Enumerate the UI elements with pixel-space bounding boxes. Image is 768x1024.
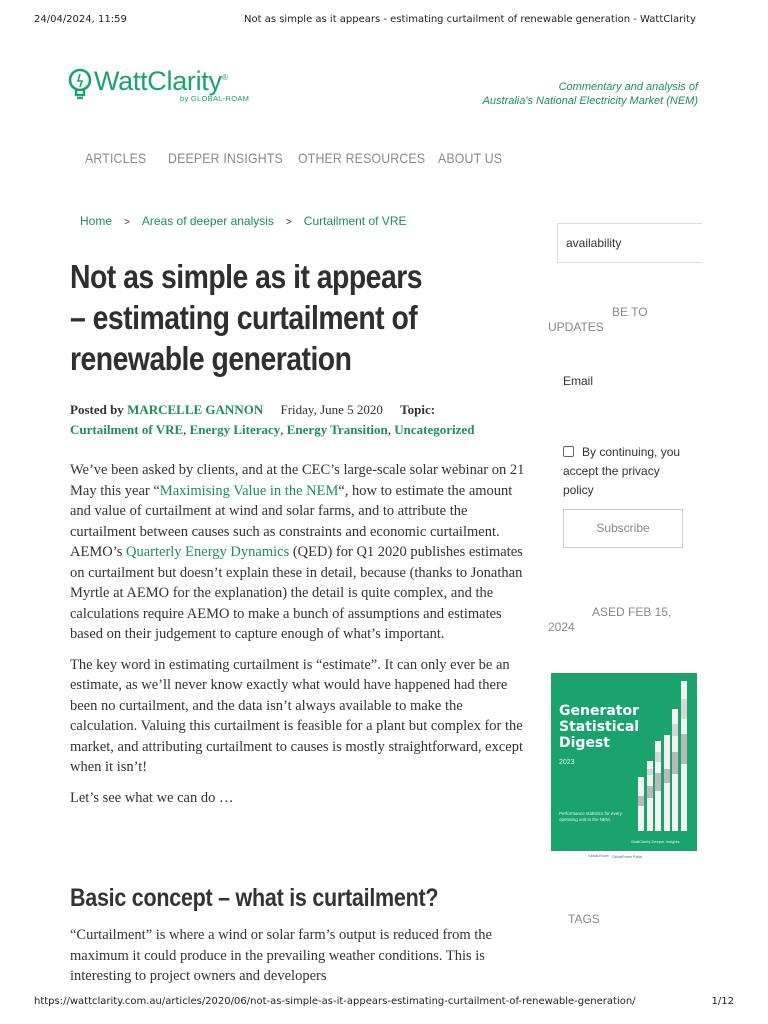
posted-by-label: Posted by — [70, 402, 124, 417]
topic-link[interactable]: Uncategorized — [394, 422, 475, 437]
topic-link[interactable]: Energy Literacy — [189, 422, 281, 437]
print-page-title: Not as simple as it appears - estimating curtailment of renewable generation - WattClarity — [244, 14, 696, 25]
lightbulb-icon — [68, 68, 92, 102]
brand-byline: by GLOBAL-ROAM — [180, 94, 250, 103]
breadcrumb-areas[interactable]: Areas of deeper analysis — [141, 214, 274, 228]
author-link[interactable]: MARCELLE GANNON — [127, 402, 264, 417]
breadcrumb — [80, 214, 406, 228]
gsd-cover-bar — [681, 681, 687, 831]
post-date: Friday, June 5 2020 — [280, 402, 383, 417]
print-url: https://wattclarity.com.au/articles/2020/06/not-as-simple-as-it-appears-estimating-curtailment-of-renewable-generation/ — [34, 996, 636, 1007]
paragraph: We’ve been asked by clients, and at the CEC’s large-scale solar webinar on 21 May this year “Maximising Value in the NEM“, how to estimate the amount and value of curtailment at wind and solar farms, and to attribute the curtailment between causes such as constraints and economic curtailment. AEMO’s Quarterly Energy Dynamics (QED) for Q1 2020 publishes estimates on curtailment but doesn’t explain these in detail, because (thanks to Jonathan Myrtle at AEMO for the explanation) the detail is quite complex, and the calculations require AEMO to make a bunch of assumptions and estimates based on their judgement to capture enough of what’s important. — [70, 462, 525, 642]
section-heading: Basic concept – what is curtailment? — [70, 884, 439, 912]
nav-other-resources[interactable]: OTHER RESOURCES — [298, 150, 426, 166]
topic-link[interactable]: Energy Transition — [286, 422, 388, 437]
article-meta: Posted by MARCELLE GANNON Friday, June 5 2020 Topic: Curtailment of VRE, Energy Literacy, Energy Transition, Uncategorized — [70, 402, 475, 437]
breadcrumb-home[interactable]: Home — [80, 214, 113, 228]
wattclarity-logo[interactable] — [68, 68, 268, 108]
paragraph: “Curtailment” is where a wind or solar farm’s output is reduced from the maximum it could produce in the prevailing weather conditions. This is interesting to project owners and developers — [70, 927, 492, 984]
topic-label: Topic: — [400, 402, 436, 417]
topic-link[interactable]: Curtailment of VRE — [70, 422, 184, 437]
paragraph: Let’s see what we can do … — [70, 789, 234, 806]
site-tagline: Commentary and analysis of Australia's National Electricity Market (NEM) — [482, 81, 698, 107]
nav-deeper-insights[interactable]: DEEPER INSIGHTS — [168, 150, 283, 166]
gsd-cover-bar — [664, 735, 670, 831]
maximising-value-link[interactable]: Maximising Value in the NEM — [159, 482, 339, 499]
print-page-number: 1/12 — [711, 996, 734, 1007]
qed-link[interactable]: Quarterly Energy Dynamics — [126, 544, 290, 560]
brand-name: WattClarity® — [94, 66, 228, 96]
consent-checkbox[interactable] — [563, 446, 574, 457]
nav-about-us[interactable]: ABOUT US — [438, 150, 503, 166]
article-body — [70, 460, 532, 818]
consent-text: By continuing, you accept the privacy policy — [563, 445, 681, 497]
nav-articles[interactable]: ARTICLES — [85, 150, 147, 166]
article-title: Not as simple as it appears – estimating curtailment of renewable generation — [70, 258, 423, 377]
gsd-year: 2023 — [559, 759, 575, 766]
gsd-title: Generator Statistical Digest — [559, 703, 640, 751]
consent-row — [563, 443, 693, 500]
gsd-publisher-logos: Global-Roam GlobalPower Portal — [588, 854, 643, 859]
breadcrumb-curtailment[interactable]: Curtailment of VRE — [303, 214, 407, 228]
tags-heading: TAGS — [568, 912, 600, 926]
search-input[interactable]: availability — [557, 223, 702, 263]
print-footer — [34, 996, 734, 1010]
email-label: Email — [563, 374, 594, 388]
generator-statistical-digest-cover[interactable] — [551, 673, 697, 851]
paragraph: The key word in estimating curtailment is “estimate”. It can only ever be an estimate, as we’ll never know exactly what would have happened had there been no curtailment, and the data isn’t always available to make the calculation. Valuing this curtailment is feasible for a plant but complex for the market, and attributing curtailment to causes is mostly straightforward, except when it isn’t! — [70, 656, 523, 775]
gsd-cover-bar — [672, 709, 678, 831]
gsd-cover-bar — [655, 741, 661, 831]
print-header — [34, 14, 734, 28]
gsd-subtitle: Performance statistics for every operating unit in the NEM. — [559, 811, 623, 822]
breadcrumb-separator: > — [285, 217, 292, 228]
gsd-footer: WattClarity Deeper Insights — [631, 839, 680, 844]
gsd-cover-bar — [647, 761, 653, 831]
print-datetime: 24/04/2024, 11:59 — [34, 14, 127, 25]
subscribe-button[interactable]: Subscribe — [563, 509, 683, 548]
breadcrumb-separator: > — [124, 217, 130, 228]
gsd-cover-bar — [638, 777, 644, 831]
